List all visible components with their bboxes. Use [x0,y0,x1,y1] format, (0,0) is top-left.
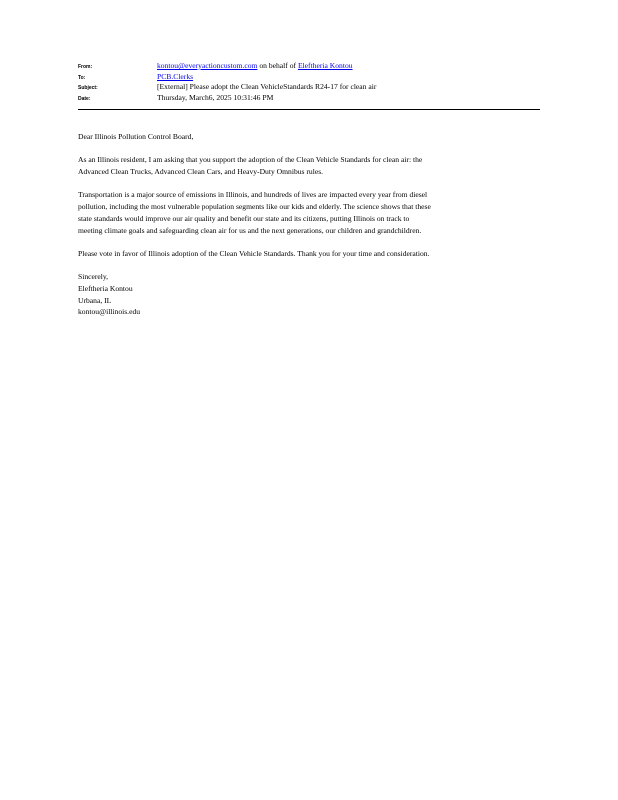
subject-value: [External] Please adopt the Clean VehicleStandards R24-17 for clean air [157,82,377,91]
signoff: Sincerely, [78,272,109,282]
date-value: Thursday, March6, 2025 10:31:46 PM [157,92,274,102]
paragraph-line: meeting climate goals and safeguarding clean air for us and the next generations, our children and grandchildren. [78,225,422,235]
sender-name-link[interactable]: Eleftheria Kontou [297,61,353,70]
to-row [78,72,540,83]
header-divider [78,109,540,110]
date-row [78,93,540,104]
greeting: Dear Illinois Pollution Control Board, [78,132,194,141]
paragraph-2 [78,189,533,236]
paragraph-1 [78,154,533,177]
signature-email: kontou@illinois.edu [78,307,141,317]
subject-label: Subject: [78,85,98,91]
signature-location: Urbana, IL [78,295,112,305]
signature-block [78,271,533,318]
sender-email-link[interactable]: kontou@everyactioncustom.com [157,61,258,70]
from-label: From: [78,64,93,70]
paragraph-line: state standards would improve our air quality and benefit our state and its citizens, putting Illinois on track to [78,213,410,223]
on-behalf-text: on behalf of [259,61,297,70]
email-body [78,131,533,330]
from-value [157,61,353,72]
to-label: To: [78,74,86,81]
paragraph-line: Advanced Clean Trucks, Advanced Clean Cars, and Heavy-Duty Omnibus rules. [78,167,324,177]
paragraph-line: As an Illinois resident, I am asking that you support the adoption of the Clean Vehicle Standards for clean air: the [78,155,423,165]
signature-name: Eleftheria Kontou [78,284,133,294]
email-header [78,61,540,103]
paragraph-line: Transportation is a major source of emissions in Illinois, and hundreds of lives are impacted every year from diesel [78,190,428,200]
date-label: Date: [78,95,91,102]
paragraph-3: Please vote in favor of Illinois adoption of the Clean Vehicle Standards. Thank you for your time and consideration. [78,248,430,258]
subject-row [78,82,540,93]
from-row [78,61,540,72]
paragraph-line: pollution, including the most vulnerable population segments like our kids and elderly. The science shows that these [78,202,431,212]
recipient-link[interactable]: PCB.Clerks [157,71,194,81]
